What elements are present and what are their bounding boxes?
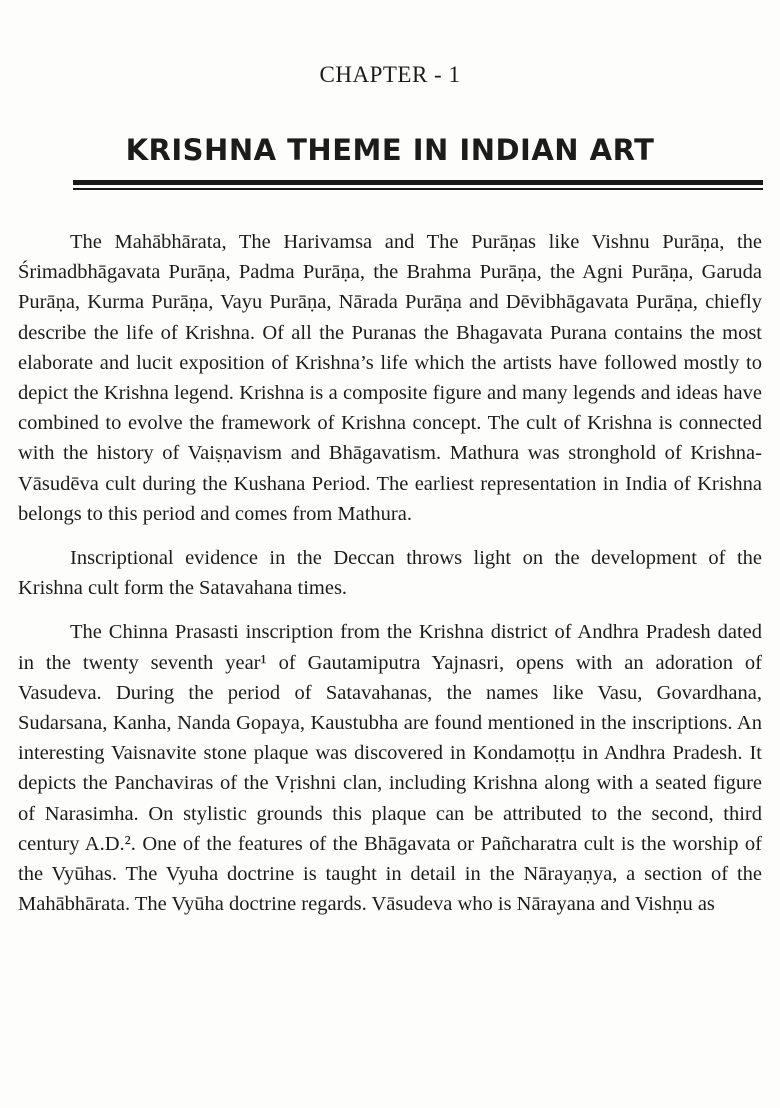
body-text [18, 227, 762, 919]
title-rule-thick [73, 180, 763, 185]
chapter-title: KRISHNA THEME IN INDIAN ART [125, 133, 655, 167]
chapter-label: CHAPTER - 1 [319, 62, 461, 87]
paragraph-2: Inscriptional evidence in the Deccan throws light on the development of the Krishna cult form the Satavahana times. [18, 547, 762, 600]
paragraph-3: The Chinna Prasasti inscription from the Krishna district of Andhra Pradesh dated in the twenty seventh year¹ of Gautamiputra Yajnasri, opens with an adoration of Vasudeva. During the period of Satavahanas, the names like Vasu, Govardhana, Sudarsana, Kanha, Nanda Gopaya, Kaustubha are found mentioned in the inscriptions. An interesting Vaisnavite stone plaque was discovered in Kondamoṭṭu in Andhra Pradesh. It depicts the Panchaviras of the Vṛishni clan, including Krishna along with a seated figure of Narasimha. On stylistic grounds this plaque can be attributed to the second, third century A.D.². One of the features of the Bhāgavata or Pañcharatra cult is the worship of the Vyūhas. The Vyuha doctrine is taught in detail in the Nārayaṇya, a section of the Mahābhārata. The Vyūha doctrine regards. Vāsudeva who is Nārayana and Vishṇu as [18, 621, 762, 916]
paragraph-1: The Mahābhārata, The Harivamsa and The Purāṇas like Vishnu Purāṇa, the Śrimadbhāgavata Purāṇa, Padma Purāṇa, the Brahma Purāṇa, the Agni Purāṇa, Garuda Purāṇa, Kurma Purāṇa, Vayu Purāṇa, Nārada Purāṇa and Dēvibhāgavata Purāṇa, chiefly describe the life of Krishna. Of all the Puranas the Bhagavata Purana contains the most elaborate and lucit exposition of Krishna’s life which the artists have followed mostly to depict the Krishna legend. Krishna is a composite figure and many legends and ideas have combined to evolve the framework of Krishna concept. The cult of Krishna is connected with the history of Vaiṣṇavism and Bhāgavatism. Mathura was stronghold of Krishna-Vāsudēva cult during the Kushana Period. The earliest representation in India of Krishna belongs to this period and comes from Mathura. [18, 231, 762, 525]
title-rule-thin [73, 188, 763, 190]
